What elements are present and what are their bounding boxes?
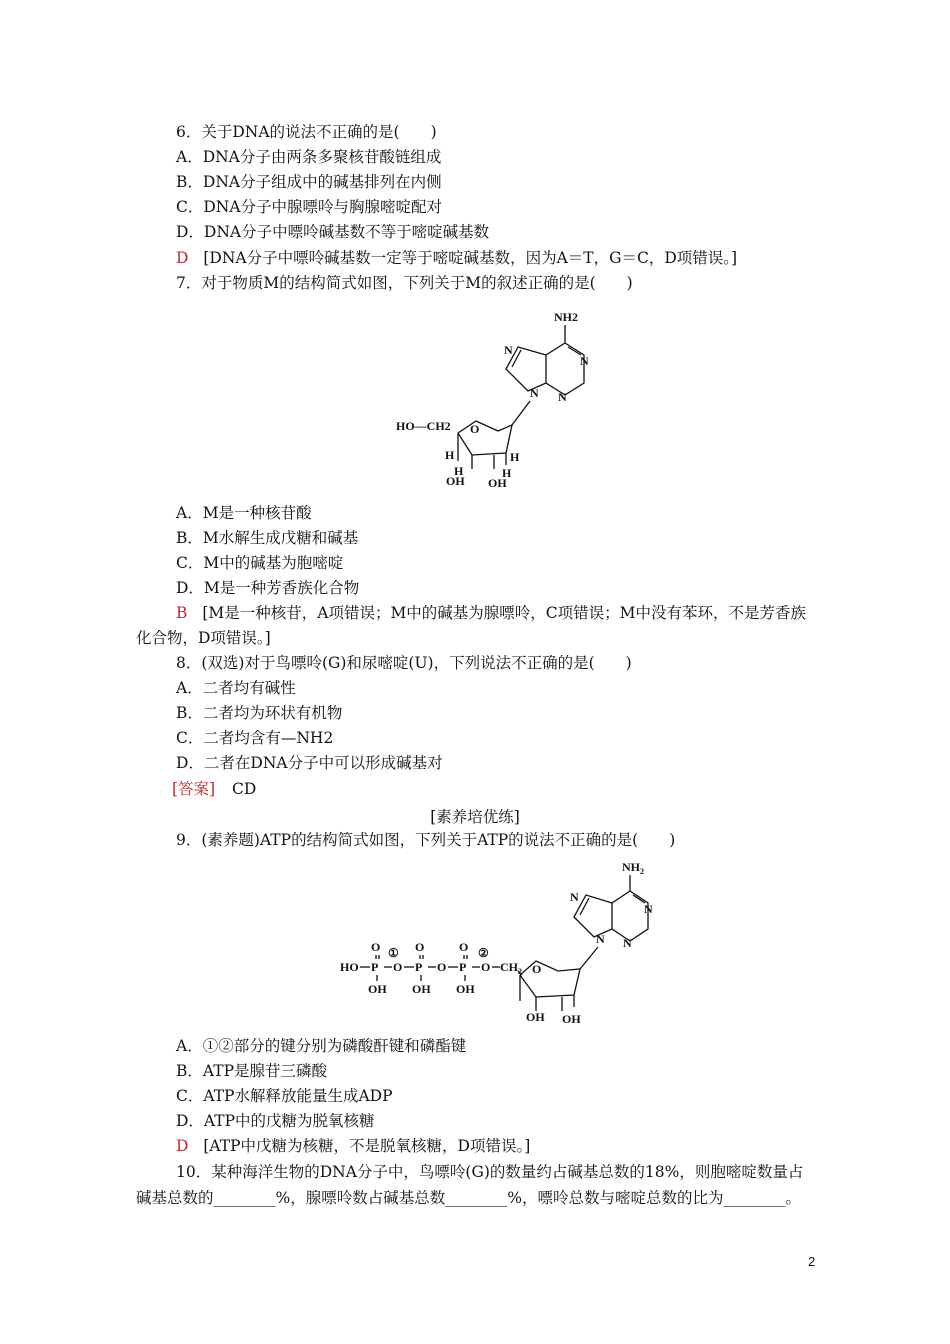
fig9-n1-label: N (644, 902, 653, 916)
fig9-p2-o-top: O (415, 940, 425, 954)
fig9-o2-label: O (437, 960, 447, 974)
fig9-o3-label: O (481, 960, 491, 974)
q9-answer: D (176, 1137, 189, 1155)
q6-stem: 6．关于DNA的说法不正确的是( ) (176, 123, 437, 141)
fig7-ho-ch2-label: HO—CH2 (396, 419, 451, 433)
fig9-p1-label: P (371, 960, 379, 974)
fig7-oh-label-1: OH (446, 474, 465, 488)
fig9-nh2-label: $NH_2$ (622, 860, 644, 876)
fig9-ch2-label: $CH_2$ (500, 960, 522, 976)
q9-option-c: C．ATP水解释放能量生成ADP (176, 1087, 393, 1105)
q9-option-b: B．ATP是腺苷三磷酸 (176, 1062, 328, 1080)
q6-answer-line (176, 248, 737, 268)
fig7-n3-label: N (558, 390, 567, 404)
q8-option-a: A．二者均有碱性 (176, 679, 296, 697)
fig9-p3-label: P (459, 960, 467, 974)
fig9-oh-label-1: OH (526, 1010, 545, 1024)
fig9-circle2: ② (478, 946, 489, 960)
fig9-n3-label: N (623, 936, 632, 950)
q7-option-c: C．M中的碱基为胞嘧啶 (176, 554, 344, 572)
fig9-o1-label: O (393, 960, 403, 974)
fig9-p1-oh: OH (368, 982, 387, 996)
page-number: 2 (808, 1254, 816, 1269)
q9-stem: 9．(素养题)ATP的结构简式如图，下列关于ATP的说法不正确的是( ) (176, 831, 676, 849)
q6-option-d: D．DNA分子中嘌呤碱基数不等于嘧啶碱基数 (176, 223, 490, 241)
q6-option-a: A．DNA分子由两条多聚核苷酸链组成 (176, 148, 442, 166)
q10-line-1: 10．某种海洋生物的DNA分子中，鸟嘌呤(G)的数量约占碱基总数的18%，则胞嘧啶数量占 (176, 1163, 804, 1181)
q6-option-c: C．DNA分子中腺嘌呤与胸腺嘧啶配对 (176, 198, 443, 216)
q9-answer-line (176, 1136, 530, 1156)
section-title: [素养培优练] (430, 808, 520, 826)
adenosine-structure-figure (390, 305, 620, 495)
q8-option-b: B．二者均为环状有机物 (176, 704, 343, 722)
q7-answer-line (176, 603, 806, 623)
q8-stem: 8．(双选)对于鸟嘌呤(G)和尿嘧啶(U)，下列说法不正确的是( ) (176, 654, 632, 672)
fig9-p3-o-top: O (459, 940, 469, 954)
fig7-n1-label: N (580, 354, 589, 368)
q8-answer-label: [答案] (172, 780, 216, 798)
q8-option-d: D．二者在DNA分子中可以形成碱基对 (176, 754, 443, 772)
fig7-nh2-label: NH2 (554, 310, 578, 324)
q6-answer: D (176, 249, 189, 267)
q7-stem: 7．对于物质M的结构简式如图，下列关于M的叙述正确的是( ) (176, 274, 633, 292)
q7-option-d: D．M是一种芳香族化合物 (176, 579, 360, 597)
fig7-n9-label: N (530, 386, 539, 400)
q9-option-d: D．ATP中的戊糖为脱氧核糖 (176, 1112, 375, 1130)
fig9-n9-label: N (596, 932, 605, 946)
fig7-h-label-4: H (510, 450, 520, 464)
fig9-p3-oh: OH (456, 982, 475, 996)
fig7-n7-label: N (504, 343, 513, 357)
q7-explanation-2: 化合物，D项错误。] (136, 629, 271, 647)
fig9-circle1: ① (388, 946, 399, 960)
q10-line-2: 碱基总数的________%，腺嘌呤数占碱基总数________%，嘌呤总数与嘧啶总数的比为________。 (136, 1189, 801, 1207)
fig7-ring-o-label: O (470, 422, 480, 436)
atp-structure-figure (330, 855, 670, 1030)
fig9-p1-o-top: O (371, 940, 381, 954)
q9-explanation: [ATP中戊糖为核糖，不是脱氧核糖，D项错误。] (203, 1137, 531, 1155)
q8-option-c: C．二者均含有—NH2 (176, 729, 334, 747)
q9-option-a: A．①②部分的键分别为磷酸酐键和磷酯键 (176, 1037, 467, 1055)
fig9-ho-label: HO (340, 960, 359, 974)
q7-option-b: B．M水解生成戊糖和碱基 (176, 529, 359, 547)
fig7-h-label-2: H (502, 466, 512, 480)
q7-answer: B (176, 604, 188, 622)
q7-explanation-1: [M是一种核苷，A项错误；M中的碱基为腺嘌呤，C项错误；M中没有苯环，不是芳香族 (202, 604, 807, 622)
q6-explanation: [DNA分子中嘌呤碱基数一定等于嘧啶碱基数，因为A＝T，G＝C，D项错误。] (203, 249, 738, 267)
fig7-h-label-3: H (445, 448, 455, 462)
q8-answer: CD (232, 780, 257, 798)
fig9-n7-label: N (570, 890, 579, 904)
fig7-h-label-1: H (454, 464, 464, 478)
q8-answer-line (172, 779, 256, 799)
fig9-p2-label: P (415, 960, 423, 974)
fig9-ring-o-label: O (532, 962, 542, 976)
fig9-oh-label-2: OH (562, 1012, 581, 1026)
fig7-oh-label-2: OH (488, 476, 507, 490)
fig9-p2-oh: OH (412, 982, 431, 996)
q6-option-b: B．DNA分子组成中的碱基排列在内侧 (176, 173, 442, 191)
q7-option-a: A．M是一种核苷酸 (176, 504, 312, 522)
